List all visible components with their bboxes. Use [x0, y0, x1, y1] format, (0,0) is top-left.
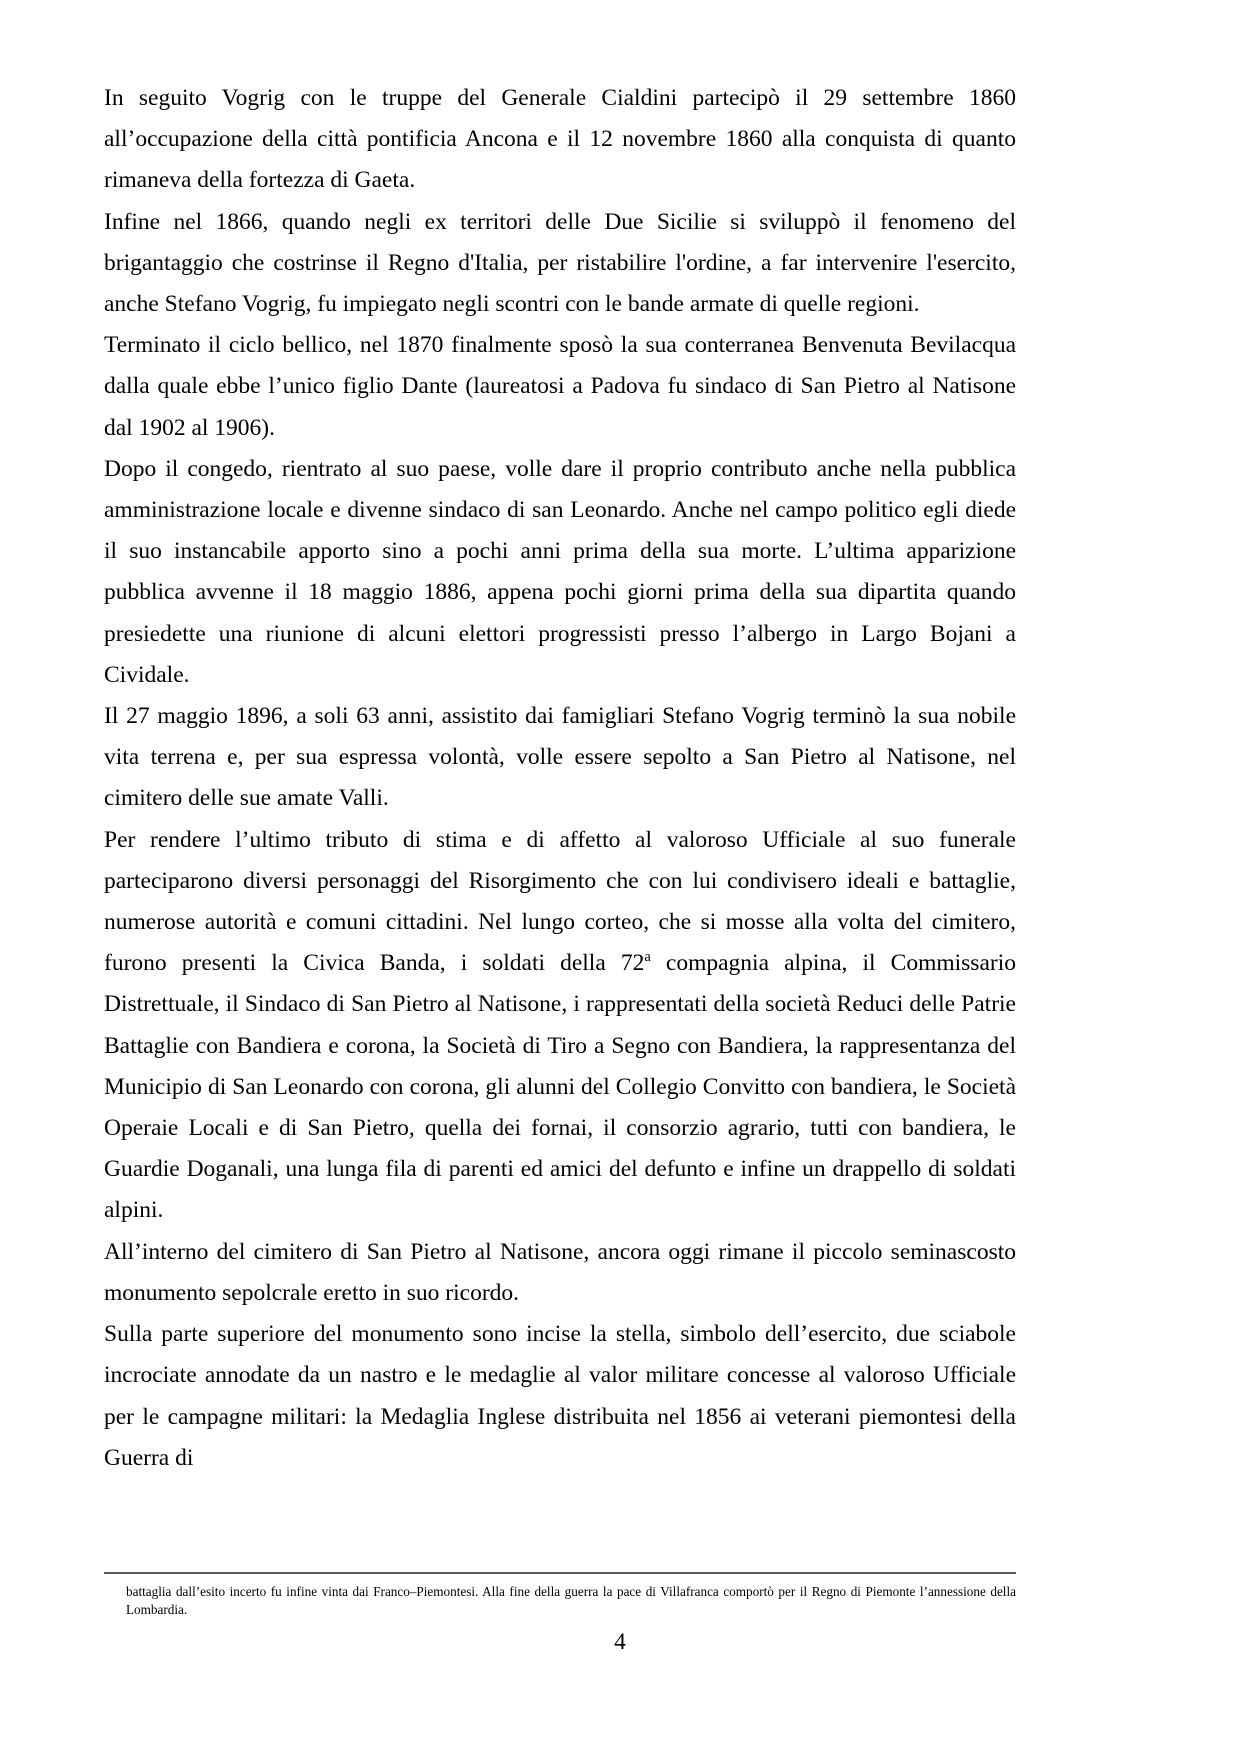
ordinal-superscript: a — [644, 949, 651, 966]
footnote-continuation-text: battaglia dall’esito incerto fu infine vinta dai Franco–Piemontesi. Alla fine della guerra la pace di Villafranca comportò per il Regno di Piemonte l’annessione della Lombardia. — [126, 1584, 1016, 1617]
paragraph-monumento-sepolcrale: All’interno del cimitero di San Pietro al Natisone, ancora oggi rimane il piccolo seminascosto monumento sepolcrale eretto in suo ricordo. — [104, 1238, 1016, 1306]
funeral-text-before-ordinal: Per rendere l’ultimo tributo di stima e di affetto al valoroso Ufficiale al suo funerale parteciparono diversi personaggi del Risorgimento che con lui condivisero ideali e battaglie, numerose autorità e comuni cittadini. Nel lungo corteo, che si mosse alla volta del cimitero, furono presenti la Civica Banda, i soldati della 72 — [104, 826, 1016, 977]
paragraph-brigantaggio: Infine nel 1866, quando negli ex territori delle Due Sicilie si sviluppò il fenomeno del brigantaggio che costrinse il Regno d'Italia, per ristabilire l'ordine, a far intervenire l'esercito, anche Stefano Vogrig, fu impiegato negli scontri con le bande armate di quelle regioni. — [104, 208, 1016, 318]
paragraph-congedo-sindaco: Dopo il congedo, rientrato al suo paese, volle dare il proprio contributo anche nella pubblica amministrazione locale e divenne sindaco di san Leonardo. Anche nel campo politico egli diede il suo instancabile apporto sino a pochi anni prima della sua morte. L’ultima apparizione pubblica avvenne il 18 maggio 1886, appena pochi giorni prima della sua dipartita quando presiedette una riunione di alcuni elettori progressisti presso l’albergo in Largo Bojani a Cividale. — [104, 455, 1016, 688]
paragraph-ancona-gaeta: In seguito Vogrig con le truppe del Generale Cialdini partecipò il 29 settembre 1860 all’occupazione della città pontificia Ancona e il 12 novembre 1860 alla conquista di quanto rimaneva della fortezza di Gaeta. — [104, 85, 1016, 194]
page-number: 4 — [614, 1629, 626, 1655]
paragraph-medaglie: Sulla parte superiore del monumento sono incise la stella, simbolo dell’esercito, due sciabole incrociate annodate da un nastro e le medaglie al valor militare concesse al valoroso Ufficiale per le campagne militari: la Medaglia Inglese distribuita nel 1856 ai veterani piemontesi della Guerra di — [104, 1321, 1016, 1471]
paragraph-morte-1896: Il 27 maggio 1896, a soli 63 anni, assistito dai famigliari Stefano Vogrig terminò la sua nobile vita terrena e, per sua espressa volontà, volle essere sepolto a San Pietro al Natisone, nel cimitero delle sue amate Valli. — [104, 703, 1016, 812]
funeral-text-after-ordinal: compagnia alpina, il Commissario Distrettuale, il Sindaco di San Pietro al Natisone, i rappresentati della società Reduci delle Patrie Battaglie con Bandiera e corona, la Società di Tiro a Segno con Bandiera, la rappresentanza del Municipio di San Leonardo con corona, gli alunni del Collegio Convitto con bandiera, le Società Operaie Locali e di San Pietro, quella dei fornai, il consorzio agrario, tutti con bandiera, le Guardie Doganali, una lunga fila di parenti ed amici del defunto e infine un drappello di soldati alpini. — [104, 950, 1016, 1224]
page-body — [104, 78, 1016, 1479]
paragraph-matrimonio-dante: Terminato il ciclo bellico, nel 1870 finalmente sposò la sua conterranea Benvenuta Bevilacqua dalla quale ebbe l’unico figlio Dante (laureatosi a Padova fu sindaco di San Pietro al Natisone dal 1902 al 1906). — [104, 332, 1016, 441]
paragraph-funerale — [104, 820, 1016, 1232]
footnote-separator-rule — [104, 1572, 1016, 1574]
footnote-area — [104, 1572, 1016, 1618]
